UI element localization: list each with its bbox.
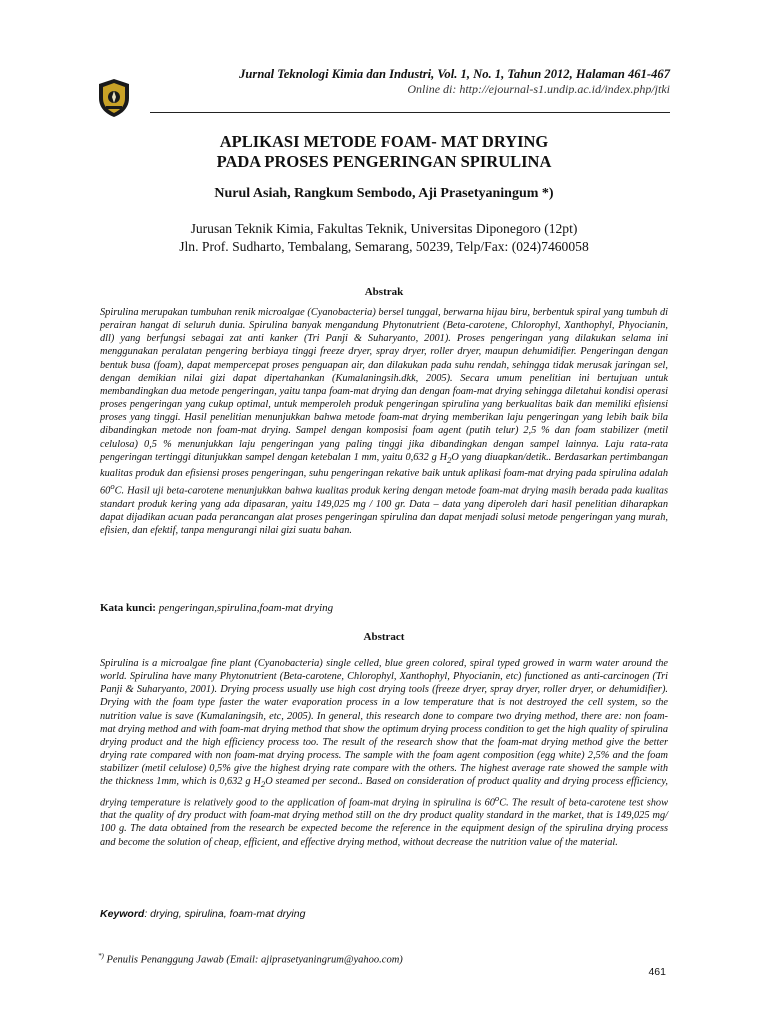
abstrak-text-3: C. Hasil uji beta-carotene menunjukkan bahwa kualitas produk kering dengan metode foam-mat drying masih berada pada kualitas standart produk kering yang ada dipasaran, yaitu 149,025 mg / 100 gr. Data – data yang diperoleh dari hasil penelitian diharapkan dapat dijadikan acuan pada perancangan alat proses pengeringan spirulina dan dapat menjadi solusi metode pengeringan yang murah, efisien, dan efektif, tanpa mengurangi nilai gizi suatu bahan. — [100, 485, 668, 536]
footnote-mark: *) — [98, 952, 104, 960]
journal-online-url: Online di: http://ejournal-s1.undip.ac.id/index.php/jtki — [407, 83, 670, 95]
keyword-value: : drying, spirulina, foam-mat drying — [144, 908, 306, 920]
abstract-heading: Abstract — [363, 631, 405, 643]
abstract-text-1: Spirulina is a microalgae fine plant (Cyanobacteria) single celled, blue green colored, spiral typed growed in warm water around the world. Spirulina have many Phytonutrient (Beta-carotene, Chlorophyl, Xanthophyl, Phyocianin, etc) functioned as anti-carcinogen (Tri Panji & Suharyanto, 2001). Drying process usually use high cost drying tools (freeze dryer, spray dryer, roller dryer, or dehumidifier). Drying with the foam type faster the water evaporation process in a low temperature that is not destroyed the cell system, so the nutrition value is save (Kumalaningsih, etc, 2005). In general, this research done to compare two drying method, there are: non foam-mat drying method and with foam-mat drying method that show the optimum drying process condition to get the high quality of spirulina drying product and the high efficiency process too. The result of the research show that the foam-mat drying method give the better drying rate compared with non foam-mat drying process. The sample with the foam agent composition (egg white) 2,5% and the foam stabilizer (metil celulose) 0,5% give the highest drying rate compare with the others. The highest average rate showed the sample with the thickness 1mm, which is 0,632 g H — [100, 658, 668, 788]
kata-kunci-label: Kata kunci: — [100, 602, 156, 614]
abstrak-paragraph — [100, 306, 668, 537]
keyword — [100, 908, 668, 920]
abstract-subscript: 2 — [260, 779, 266, 790]
university-seal-icon — [96, 78, 132, 118]
title-line-1: APLIKASI METODE FOAM- MAT DRYING — [219, 132, 549, 151]
abstract-superscript: o — [494, 792, 500, 803]
abstract-text-3: C. The result of beta-carotene test show that the quality of dry product with foam-mat drying method still on the dry product quality standard in the market, that is 149,025 mg/ 100 g. The data obtained from the research be expected become the reference in the equipment design of the spirulina drying process and become the solution of cheap, efficient, and effective drying method, without decrease the nutrition value of the material. — [100, 797, 668, 848]
kata-kunci-value: pengeringan,spirulina,foam-mat drying — [155, 602, 334, 614]
abstrak-superscript: o — [110, 481, 115, 492]
abstrak-text-1: Spirulina merupakan tumbuhan renik microalgae (Cyanobacteria) bersel tunggal, berwarna hijau biru, berbentuk spiral yang tumbuh di perairan hangat di seluruh dunia. Spirulina banyak mengandung Phytonutrient (Beta-carotene, Chlorophyl, Xanthophyl, Phyocianin, dll) yang berfungsi sebagai zat anti kanker (Tri Panji & Suharyanto, 2001). Proses pengeringan yang dilakukan selama ini menggunakan peralatan pengering berbiaya tinggi freeze dryer, spray dryer, roller dryer, maupun dehumidifier. Pengeringan dengan bentuk busa (foam), dapat mempercepat proses penguapan air, dan dilakukan pada suhu rendah, sehingga tidak merusak jaringan sel, dengan demikian nilai gizi dapat dipertahankan (Kumalaningsih.dkk, 2005). Secara umum penelitian ini bertujuan untuk membandingkan dua metode pengeringan, yaitu tanpa foam-mat drying dan dengan foam-mat drying sehingga diletahui kondisi operasi proses pengeringan yang cukup optimal, untuk memperoleh produk pengeringan spirulina yang berkualitas baik dan memiliki efisiensi proses yang tinggi. Hasil penelitian menunjukkan bahwa metode foam-mat drying memberikan laju pengeringan yang lebih baik bila dibandingkan metode non foam-mat drying. Sampel dengan komposisi foam agent (putih telur) 2,5 % dan foam stabilizer (metil celulosa) 0,5 % menunjukkan laju pengeringan yang paling tinggi jika dibandingkan dengan sampel lainnya. Laju rata-rata pengeringan tertinggi ditunjukkan sampel dengan ketebalan 1 mm, yaitu 0,632 g H — [100, 307, 668, 463]
kata-kunci — [100, 602, 668, 614]
abstrak-heading: Abstrak — [364, 286, 404, 298]
abstract-text-2: O steamed per second.. Based on consideration of product quality and drying process efficiency, drying temperature is relatively good to the application of foam-mat drying in spirulina is 60 — [100, 776, 669, 809]
abstract-paragraph — [100, 657, 668, 849]
abstrak-subscript: 2 — [447, 454, 452, 465]
title-line-2: PADA PROSES PENGERINGAN SPIRULINA — [216, 152, 552, 171]
affiliation-line-2: Jln. Prof. Sudharto, Tembalang, Semarang, 50239, Telp/Fax: (024)7460058 — [179, 239, 589, 254]
author-list: Nurul Asiah, Rangkum Sembodo, Aji Prasetyaningum *) — [214, 186, 554, 201]
page-number: 461 — [648, 966, 666, 978]
affiliation-line-1: Jurusan Teknik Kimia, Fakultas Teknik, Universitas Diponegoro (12pt) — [190, 221, 578, 236]
keyword-label: Keyword — [100, 908, 145, 920]
journal-citation: Jurnal Teknologi Kimia dan Industri, Vol. 1, No. 1, Tahun 2012, Halaman 461-467 — [239, 67, 670, 81]
header-divider — [150, 112, 670, 113]
abstrak-text-2: O yang diuapkan/detik.. Berdasarkan pertimbangan kualitas produk dan efisiensi proses pengeringan, suhu pengeringan rekative baik untuk aplikasi foam-mat drying pada spirulina adalah 60 — [100, 451, 668, 497]
footnote-text: Penulis Penanggung Jawab (Email: ajiprasetyaningrum@yahoo.com) — [103, 954, 403, 966]
footnote — [98, 952, 670, 966]
paper-title — [98, 132, 670, 172]
affiliation — [98, 220, 670, 256]
